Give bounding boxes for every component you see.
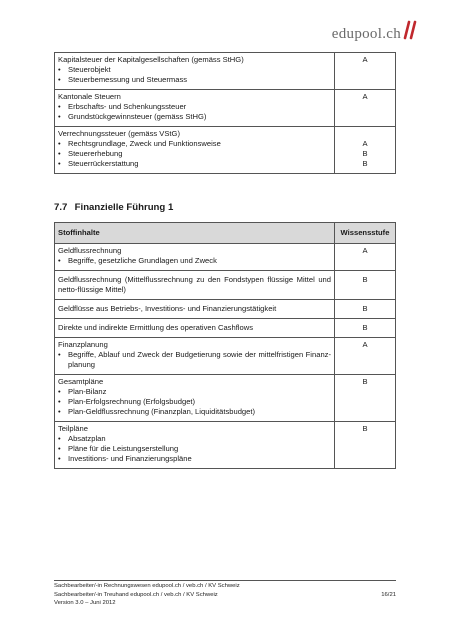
level-cell [335,53,396,90]
topic-list [58,139,331,169]
page-number: 16/21 [381,591,396,598]
list-item: • Steuerrückerstattung [58,159,331,169]
list-item: • Investitions- und Finanzierungspläne [58,454,331,464]
level-cell [335,244,396,271]
list-item: • Rechtsgrundlage, Zweck und Funktionsweise [58,139,331,149]
topic-cell [55,127,335,174]
topic-level: A [362,55,368,64]
list-item: • Plan-Geldflussrechnung (Finanzplan, Liquiditätsbudget) [58,407,331,417]
topic-cell [55,271,335,300]
topic-title: Geldflussrechnung [58,246,122,255]
topic-title: Kantonale Steuern [58,92,121,101]
table-row [55,244,396,271]
topic-title: Direkte und indirekte Ermittlung des operativen Cashflows [58,323,254,332]
level-cell [335,319,396,338]
topic-level: A [362,340,368,349]
topic-level: B [362,275,368,284]
item-level: A [362,139,368,148]
topic-level: B [362,377,368,386]
table-row [55,53,396,90]
topic-level: B [362,323,368,332]
topic-title: Geldflüsse aus Betriebs-, Investitions- und Finanzierungstätigkeit [58,304,277,313]
logo-text: edupool.ch [331,26,401,42]
section-heading [54,202,173,213]
footer-line-2: Sachbearbeiter/-in Treuhand edupool.ch / veb.ch / KV Schweiz [54,591,218,598]
footer-divider [54,580,396,581]
level-cell [335,422,396,469]
topic-cell [55,90,335,127]
logo-slash-icon [402,20,418,40]
item-level [338,75,392,85]
topic-cell [55,319,335,338]
section-title: Finanzielle Führung 1 [74,202,174,213]
topic-cell [55,338,335,375]
topic-list [58,350,331,370]
level-cell [335,375,396,422]
table-row [55,319,396,338]
topic-list [58,256,331,266]
level-cell [335,338,396,375]
topic-list [58,65,331,85]
table-header-row [55,223,396,244]
footer-line-3: Version 3.0 – Juni 2012 [54,600,116,607]
topic-cell [55,244,335,271]
table-row [55,375,396,422]
topic-cell [55,300,335,319]
list-item: • Grundstückgewinnsteuer (gemäss StHG) [58,112,331,122]
list-item: • Pläne für die Leistungserstellung [58,444,331,454]
topic-title: Teilpläne [58,424,88,433]
topic-level: B [362,424,368,433]
topic-list [58,434,331,464]
table-row [55,300,396,319]
topic-title: Gesamtpläne [58,377,104,386]
level-cell [335,300,396,319]
topic-list [58,387,331,417]
level-cell [335,271,396,300]
topic-level: A [362,92,368,101]
table-row [55,271,396,300]
list-item: • Plan-Bilanz [58,387,331,397]
item-level: B [362,159,368,168]
finance-topics-table [54,222,396,469]
item-level [338,65,392,75]
list-item: • Steuerbemessung und Steuermass [58,75,331,85]
topic-cell [55,422,335,469]
list-item: • Begriffe, Ablauf und Zweck der Budgetierung sowie der mittelfristigen Finanz-planung [58,350,331,370]
column-header-content: Stoffinhalte [55,223,335,244]
list-item: • Plan-Erfolgsrechnung (Erfolgsbudget) [58,397,331,407]
page-footer [54,582,396,608]
topic-list [58,102,331,122]
topic-title: Kapitalsteuer der Kapitalgesellschaften (gemäss StHG) [58,55,244,64]
section-number: 7.7 [54,202,68,213]
table-row [55,422,396,469]
topic-title: Finanzplanung [58,340,108,349]
topic-level: A [362,246,368,255]
list-item: • Steuerobjekt [58,65,331,75]
topic-level: B [362,304,368,313]
level-cell [335,127,396,174]
level-cell [335,90,396,127]
list-item: • Absatzplan [58,434,331,444]
table-row [55,90,396,127]
edupool-logo [332,20,418,43]
column-header-level: Wissensstufe [335,223,396,244]
list-item: • Erbschafts- und Schenkungssteuer [58,102,331,112]
table-row [55,127,396,174]
topic-level [338,129,392,139]
item-level: B [362,149,368,158]
topic-title: Verrechnungssteuer (gemäss VStG) [58,129,180,138]
tax-topics-table [54,52,396,174]
table-row [55,338,396,375]
item-level [338,102,392,112]
item-level [338,112,392,122]
topic-title: Geldflussrechnung (Mittelflussrechnung zu den Fondstypen flüssige Mittel und netto-flüssige Mittel) [58,275,331,294]
topic-cell [55,375,335,422]
list-item: • Steuererhebung [58,149,331,159]
list-item: • Begriffe, gesetzliche Grundlagen und Zweck [58,256,331,266]
footer-line-1: Sachbearbeiter/-in Rechnungswesen edupool.ch / veb.ch / KV Schweiz [54,583,240,589]
topic-cell [55,53,335,90]
